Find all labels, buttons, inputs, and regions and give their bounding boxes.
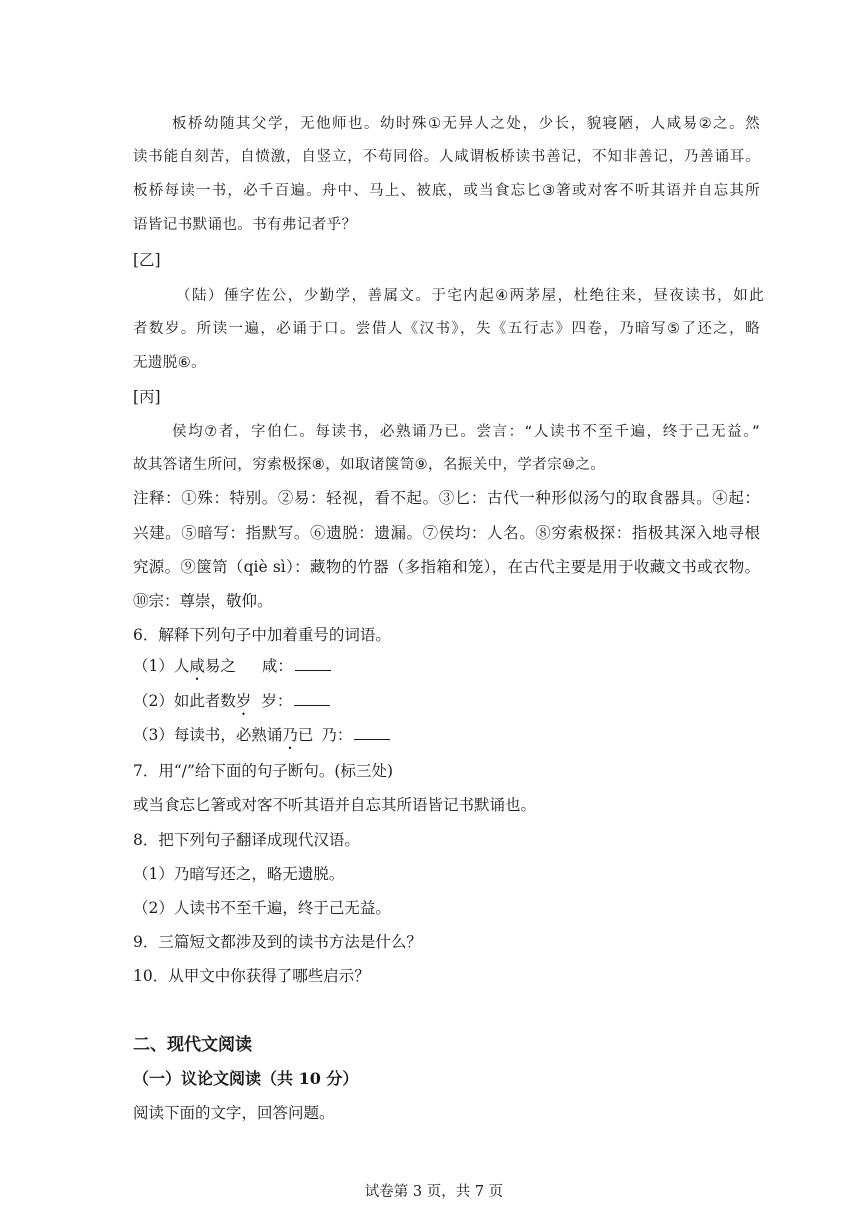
- question-8-title: 8．把下列句子翻译成现代汉语。: [133, 831, 360, 849]
- section-heading-modern-reading: 二、现代文阅读: [133, 1035, 252, 1055]
- question-7-text: 或当食忘匕箸或对客不听其语并自忘其所语皆记书默诵也。: [133, 796, 537, 814]
- question-6-title: 6．解释下列句子中加着重号的词语。: [133, 626, 391, 644]
- question-8-item-2: （2）人读书不至千遍，终于己无益。: [133, 899, 391, 917]
- q6-1-key: 咸：: [261, 657, 293, 675]
- passage-yi-line-2: 者数岁。所读一遍，必诵于口。尝借人《汉书》，失《五行志》四卷，乃暗写⑤了还之，略: [133, 321, 760, 337]
- passage-yi-line-3: 无遗脱⑥。: [133, 355, 206, 371]
- reading-instruction: 阅读下面的文字，回答问题。: [133, 1104, 335, 1122]
- q6-2-pre: （2）如此者数: [133, 692, 236, 710]
- q6-3-post: 已: [297, 726, 314, 744]
- q6-1-post: 易之: [204, 657, 236, 675]
- question-7-title: 7．用“/”给下面的句子断句。(标三处): [133, 762, 394, 780]
- q6-2-key: 岁：: [261, 692, 293, 710]
- passage-jia-line-4: 语皆记书默诵也。书有弗记者乎？: [133, 217, 357, 233]
- question-6-item-1: [133, 655, 331, 684]
- q6-1-dotted-word: 咸: [189, 657, 205, 675]
- q6-1-pre: （1）人: [133, 657, 190, 675]
- question-6-item-3: [133, 724, 390, 753]
- q6-1-answer-blank[interactable]: [295, 655, 331, 671]
- q6-2-answer-blank[interactable]: [294, 690, 330, 706]
- q6-3-dotted-word: 乃: [282, 726, 298, 744]
- q6-3-answer-blank[interactable]: [354, 724, 390, 740]
- passage-bing-line-1: 侯均⑦者，字伯仁。每读书，必熟诵乃已。尝言：“人读书不至千遍，终于己无益。”: [172, 424, 760, 440]
- passage-jia-line-2: 读书能自刻苦，自愤激，自竖立，不苟同俗。人咸谓板桥读书善记，不知非善记，乃善诵耳。: [133, 149, 760, 165]
- question-8-item-1: （1）乃暗写还之，略无遗脱。: [133, 865, 345, 883]
- passage-bing-line-2: 故其答诸生所问，穷索极探⑧，如取诸箧笥⑨，名振关中，学者宗⑩之。: [133, 457, 606, 473]
- q6-3-key: 乃：: [321, 726, 353, 744]
- notes-line-2: 兴建。⑤暗写：指默写。⑥遗脱：遗漏。⑦侯均：人名。⑧穷索极探：指极其深入地寻根: [133, 524, 760, 542]
- label-bing: [丙]: [133, 388, 161, 406]
- label-yi: [乙]: [133, 251, 161, 269]
- question-9: 9．三篇短文都涉及到的读书方法是什么？: [133, 933, 422, 951]
- q6-3-pre: （3）每读书，必熟诵: [133, 726, 283, 744]
- notes-line-4: ⑩宗：尊崇，敬仰。: [133, 592, 273, 610]
- passage-jia-line-3: 板桥每读一书，必千百遍。舟中、马上、被底，或当食忘匕③箸或对客不听其语并自忘其所: [133, 183, 760, 199]
- page-footer: 试卷第 3 页，共 7 页: [364, 1184, 504, 1200]
- notes-line-3: 究源。⑨箧笥（qiè sì）：藏物的竹器（多指箱和笼），在古代主要是用于收藏文书或衣物。: [133, 558, 760, 576]
- question-10: 10．从甲文中你获得了哪些启示？: [133, 967, 370, 985]
- subsection-heading-argumentative: （一）议论文阅读（共 10 分）: [133, 1069, 359, 1088]
- passage-jia-line-1: 板桥幼随其父学，无他师也。幼时殊①无异人之处，少长，貌寝陋，人咸易②之。然: [172, 116, 760, 132]
- q6-2-dotted-word: 岁: [235, 692, 252, 710]
- notes-line-1: 注释：①殊：特别。②易：轻视，看不起。③匕：古代一种形似汤勺的取食器具。④起：: [133, 489, 760, 507]
- passage-yi-line-1: （陆）倕字佐公，少勤学，善属文。于宅内起④两茅屋，杜绝往来，昼夜读书，如此: [176, 288, 764, 304]
- question-6-item-2: [133, 690, 330, 719]
